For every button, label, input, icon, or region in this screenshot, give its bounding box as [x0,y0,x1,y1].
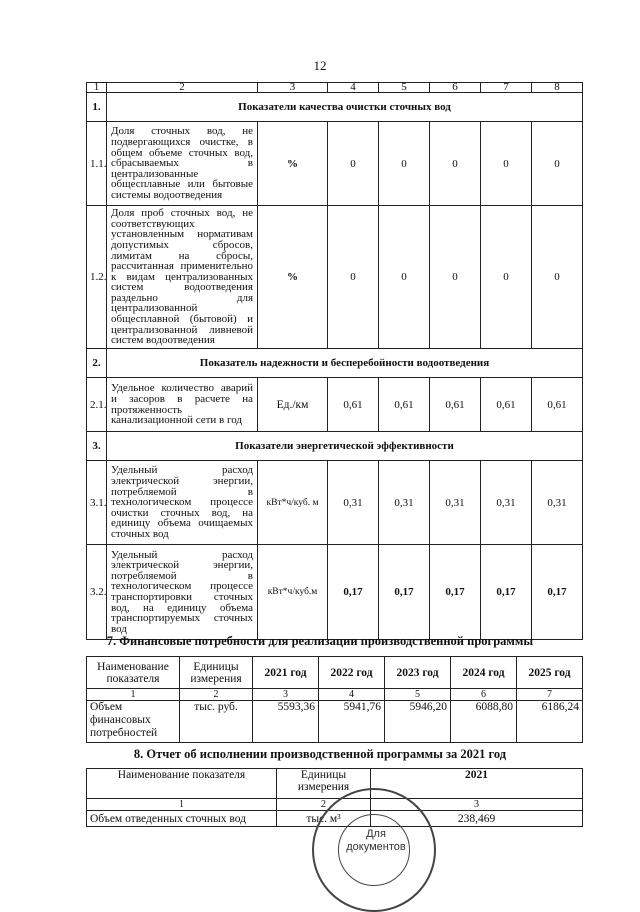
col-number: 1 [87,83,107,93]
report-title: 8. Отчет об исполнении производственной программы за 2021 год [133,747,507,761]
row-value: 5593,36 [253,701,319,743]
row-value: 0 [430,206,481,349]
table-row [87,206,583,349]
col-number: 4 [328,83,379,93]
col-header: 2024 год [451,657,517,689]
col-number: 2 [180,689,253,701]
row-value: 0,17 [328,545,379,640]
header-row [87,769,583,799]
table-row [87,122,583,206]
col-number: 2 [107,83,258,93]
row-unit: тыс. м³ [277,811,371,827]
row-value: 238,469 [371,811,583,827]
row-description: Доля проб сточных вод, не соответствующих установленным нормативам допустимых сбросов, лимитам на сбросы, рассчитанная применительно к видам централизованных систем водоотведения раздельно для централизованной общесплавной (бытовой) и централизованной ливневой систем водоотведения [107,206,258,349]
header-row [87,657,583,689]
row-value: 6186,24 [517,701,583,743]
row-value: 0,31 [379,461,430,545]
col-header: Наименование показателя [87,657,180,689]
col-header: 2021 [371,769,583,799]
official-stamp [312,788,436,912]
row-value: 0,61 [328,378,379,432]
col-number: 6 [451,689,517,701]
row-number: 3.2. [87,545,107,640]
col-number: 7 [517,689,583,701]
row-number: 3.1. [87,461,107,545]
row-value: 0,17 [532,545,583,640]
table-row [87,545,583,640]
row-value: 0,31 [532,461,583,545]
row-value: 0 [379,122,430,206]
col-number: 3 [253,689,319,701]
col-header: Наименование показателя [87,769,277,799]
row-value: 0,61 [379,378,430,432]
col-number: 4 [319,689,385,701]
row-value: 5941,76 [319,701,385,743]
col-number: 1 [87,799,277,811]
section-header [87,93,583,122]
row-number: 1.1. [87,122,107,206]
page-number: 12 [313,58,327,73]
row-value: 5946,20 [385,701,451,743]
row-description: Удельное количество аварий и засоров в расчете на протяженность канализационной сети в год [107,378,258,432]
row-description: Доля сточных вод, не подвергающихся очистке, в общем объеме сточных вод, сбрасываемых в централизованные общесплавные или бытовые системы водоотведения [107,122,258,206]
stamp-line: документов [346,841,406,853]
row-value: 0 [430,122,481,206]
row-unit: тыс. руб. [180,701,253,743]
row-value: 0,61 [532,378,583,432]
section-title: Показатель надежности и бесперебойности водоотведения [107,349,583,378]
section-number: 2. [87,349,107,378]
row-number: 2.1. [87,378,107,432]
row-name: Объем отведенных сточных вод [87,811,277,827]
col-header: 2025 год [517,657,583,689]
row-value: 0,17 [430,545,481,640]
col-number: 1 [87,689,180,701]
indicators-table [86,82,583,640]
row-value: 0 [379,206,430,349]
row-value: 6088,80 [451,701,517,743]
table-row [87,378,583,432]
stamp-line: Для [366,828,386,840]
col-header: Единицы измерения [180,657,253,689]
row-value: 0,17 [379,545,430,640]
stamp-text [314,828,438,854]
column-number-row [87,689,583,701]
row-value: 0 [328,122,379,206]
col-header: 2022 год [319,657,385,689]
col-number: 6 [430,83,481,93]
table-row [87,701,583,743]
section-number: 3. [87,432,107,461]
col-header: Единицы измерения [277,769,371,799]
row-unit: % [258,122,328,206]
section-header [87,432,583,461]
row-value: 0 [532,122,583,206]
col-number: 2 [277,799,371,811]
col-header: 2021 год [253,657,319,689]
row-unit: кВт*ч/куб. м [258,461,328,545]
financial-needs-table [86,656,583,743]
row-name: Объем финансовых потребностей [87,701,180,743]
col-number: 3 [258,83,328,93]
financial-needs-title: 7. Финансовые потребности для реализации производственной программы [106,634,534,648]
row-value: 0 [481,206,532,349]
col-number: 8 [532,83,583,93]
row-value: 0 [532,206,583,349]
col-number: 7 [481,83,532,93]
col-header: 2023 год [385,657,451,689]
row-value: 0,31 [328,461,379,545]
column-number-row [87,83,583,93]
section-title: Показатели энергетической эффективности [107,432,583,461]
row-value: 0 [328,206,379,349]
row-number: 1.2. [87,206,107,349]
row-unit: Ед./км [258,378,328,432]
section-title: Показатели качества очистки сточных вод [107,93,583,122]
row-value: 0,61 [481,378,532,432]
row-value: 0,17 [481,545,532,640]
row-value: 0,31 [430,461,481,545]
row-description: Удельный расход электрической энергии, потребляемой в технологическом процессе очистки сточных вод, на единицу объема очищаемых сточных вод [107,461,258,545]
row-value: 0 [481,122,532,206]
row-value: 0,31 [481,461,532,545]
row-unit: кВт*ч/куб.м [258,545,328,640]
row-description: Удельный расход электрической энергии, потребляемой в технологическом процессе транспортировки сточных вод, на единицу объема транспортируемых сточных вод [107,545,258,640]
section-header [87,349,583,378]
row-value: 0,61 [430,378,481,432]
section-number: 1. [87,93,107,122]
col-number: 5 [379,83,430,93]
col-number: 3 [371,799,583,811]
col-number: 5 [385,689,451,701]
row-unit: % [258,206,328,349]
table-row [87,461,583,545]
